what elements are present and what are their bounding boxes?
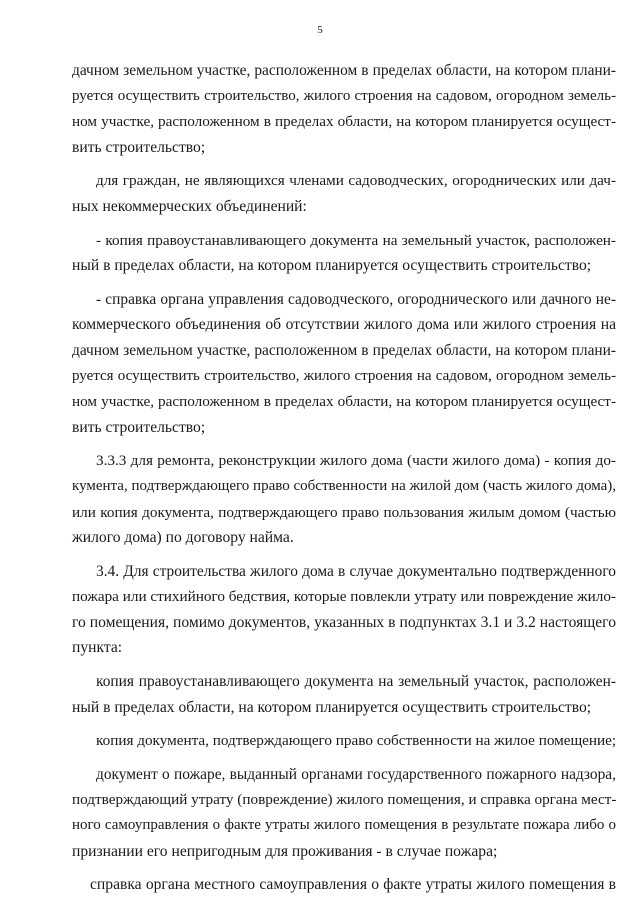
text-line: пожара или стихийного бедствия, которые повлекли утрату или повреждение жило- [72,588,616,606]
text-line: ный в пределах области, на котором планируется осуществить строительство; [72,257,592,275]
text-line: пункта: [72,639,123,657]
text-line: вить строительство; [72,138,206,156]
text-line: ного самоуправления о факте утраты жилого помещения в результате пожара либо о [72,817,616,834]
text-line: ных некоммерческих объединений: [72,197,307,215]
text-line: ном участке, расположенном в пределах области, на котором планируется осущест- [72,393,616,411]
text-line: жилого дома) по договору найма. [72,529,294,547]
text-line: 3.4. Для строительства жилого дома в случае документально подтвержденного [96,562,616,580]
text-line: вить строительство; [72,418,206,436]
text-line: ном участке, расположенном в пределах области, на котором планируется осущест- [72,113,616,131]
text-line: коммерческого объединения об отсутствии жилого дома или жилого строения на [72,316,616,334]
text-line: го помещения, помимо документов, указанных в подпунктах 3.1 и 3.2 настоящего [72,613,616,631]
text-line: - справка органа управления садоводческого, огороднического или дачного не- [96,290,616,308]
text-line: подтверждающий утрату (повреждение) жилого помещения, и справка органа мест- [72,791,617,809]
text-line: или копия документа, подтверждающего право пользования жилым домом (частью [72,503,616,521]
text-line: для граждан, не являющихся членами садоводческих, огороднических или дач- [96,172,616,190]
text-line: ный в пределах области, на котором планируется осуществить строительство; [72,698,592,716]
text-line: руется осуществить строительство, жилого строения на садовом, огородном земель- [72,87,616,104]
page-number: 5 [317,24,323,36]
text-line: справка органа местного самоуправления о факте утраты жилого помещения в [90,876,616,894]
text-line: признании его непригодным для проживания - в случае пожара; [72,842,498,860]
text-line: дачном земельном участке, расположенном в пределах области, на котором плани- [72,341,616,359]
body-text [72,58,616,898]
text-line: копия правоустанавливающего документа на земельный участок, расположен- [96,673,616,691]
text-line: документ о пожаре, выданный органами государственного пожарного надзора, [96,765,616,783]
text-line: - копия правоустанавливающего документа на земельный участок, расположен- [96,231,616,249]
text-line: копия документа, подтверждающего право собственности на жилое помещение; [96,732,617,750]
text-line: дачном земельном участке, расположенном в пределах области, на котором плани- [72,62,616,79]
text-line: руется осуществить строительство, жилого строения на садовом, огородном земель- [72,367,616,384]
text-line: 3.3.3 для ремонта, реконструкции жилого дома (части жилого дома) - копия до- [96,452,616,470]
text-line: кумента, подтверждающего право собственности на жилой дом (часть жилого дома), [72,477,616,494]
